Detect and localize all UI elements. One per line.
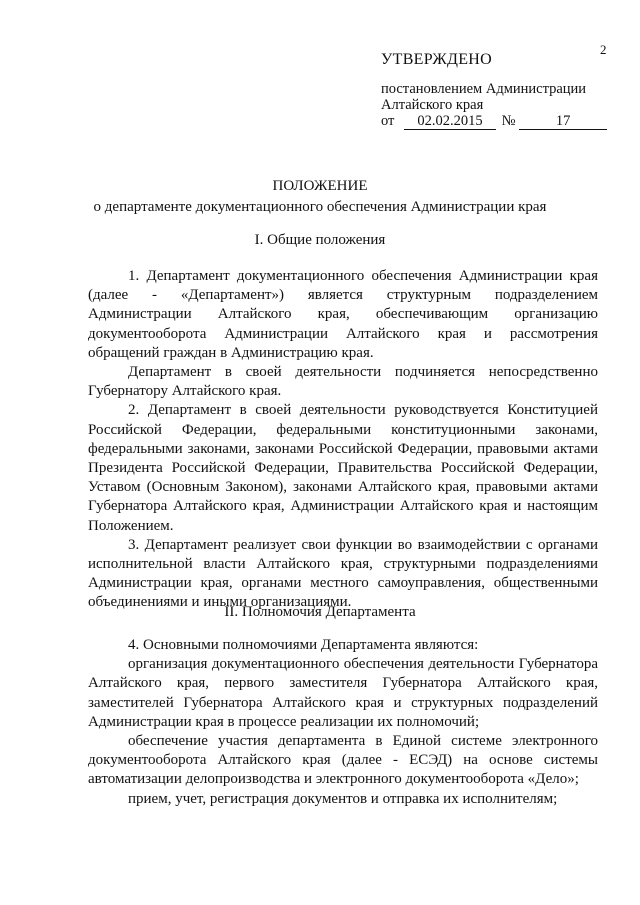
- approval-number: 17: [519, 114, 607, 130]
- document-title: ПОЛОЖЕНИЕ: [272, 178, 368, 194]
- approval-dateline: [381, 113, 621, 130]
- paragraph: 2. Департамент в своей деятельности руководствуется Конституцией Российской Федерации, федеральными конституционными законами, федеральными законами, законами Российской Федерации, правовыми актами Президента Российской Федерации, Правительства Российской Федерации, Уставом (Основным Законом), законами Алтайского края, правовыми актами Губернатора Алтайского края, Администрации Алтайского края и настоящим Положением.: [88, 402, 598, 534]
- approval-heading: УТВЕРЖДЕНО: [381, 51, 493, 68]
- page-number: 2: [600, 42, 607, 57]
- number-label: №: [501, 113, 516, 129]
- from-label: от: [381, 113, 395, 129]
- paragraph: организация документационного обеспечения деятельности Губернатора Алтайского края, первого заместителя Губернатора Алтайского края, заместителей Губернатора Алтайского края и структурных подразделений Администрации края в процессе реализации их полномочий;: [88, 656, 598, 730]
- document-subtitle: о департаменте документационного обеспечения Администрации края: [93, 199, 547, 215]
- approval-line-1: постановлением Администрации: [381, 81, 587, 97]
- paragraph: 3. Департамент реализует свои функции во взаимодействии с органами исполнительной власти Алтайского края, структурными подразделениями Администрации края, органами местного самоуправления, общественными объединениями и иными организациями.: [88, 536, 598, 611]
- paragraph: обеспечение участия департамента в Единой системе электронного документооборота Алтайского края (далее - ЕСЭД) на основе системы автоматизации делопроизводства и электронного документооборота «Дело»;: [88, 733, 598, 788]
- section-body-powers: [88, 636, 598, 809]
- section-body-general: [88, 267, 598, 613]
- paragraph: 4. Основными полномочиями Департамента являются:: [128, 637, 479, 653]
- paragraph: прием, учет, регистрация документов и отправка их исполнителям;: [128, 790, 558, 807]
- document-title-block: [0, 176, 640, 218]
- section-heading-powers: II. Полномочия Департамента: [224, 604, 416, 620]
- paragraph: 1. Департамент документационного обеспечения Администрации края (далее - «Департамент») является структурным подразделением Администрации Алтайского края, обеспечивающим организацию документооборота Администрации Алтайского края и рассмотрения обращений граждан в Администрацию края.: [88, 268, 598, 361]
- approval-date: 02.02.2015: [404, 114, 496, 130]
- paragraph: Департамент в своей деятельности подчиняется непосредственно Губернатору Алтайского края.: [88, 364, 598, 400]
- approval-stamp: [381, 52, 621, 130]
- section-heading-general: I. Общие положения: [254, 232, 386, 248]
- approval-line-2: Алтайского края: [381, 97, 484, 113]
